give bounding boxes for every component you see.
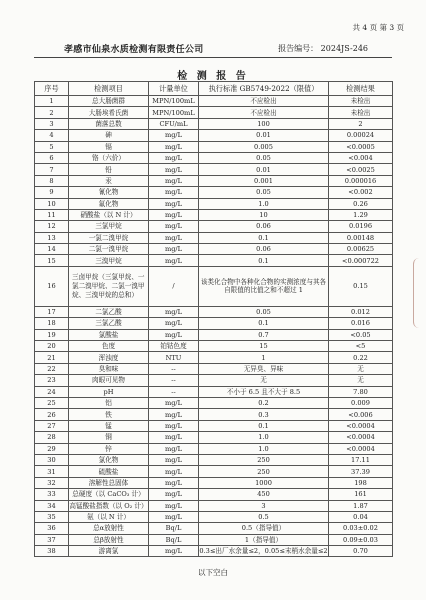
cell-unit: mg/L (149, 432, 199, 443)
cell-result: 0.016 (329, 318, 393, 329)
cell-item: 铝 (69, 397, 149, 408)
cell-result: 0.009 (329, 397, 393, 408)
table-row (35, 130, 393, 141)
cell-item: 臭和味 (69, 363, 149, 374)
cell-result: 0.012 (329, 306, 393, 317)
cell-index: 36 (35, 523, 69, 534)
cell-index: 37 (35, 534, 69, 545)
table-header-row (35, 82, 393, 96)
table-row (35, 221, 393, 232)
cell-result: 1.29 (329, 209, 393, 220)
cell-result: 0.00148 (329, 232, 393, 243)
table-row (35, 198, 393, 209)
cell-standard: 该类化合物中各种化合物的实测浓度与其各自限值的比值之和不超过 1 (199, 266, 329, 306)
cell-index: 19 (35, 329, 69, 340)
cell-index: 16 (35, 266, 69, 306)
cell-standard: 0.1 (199, 255, 329, 266)
table-row (35, 523, 393, 534)
cell-standard: 0.05 (199, 152, 329, 163)
company-name: 孝感市仙泉水质检测有限责任公司 (64, 45, 204, 55)
cell-item: 溶解性总固体 (69, 477, 149, 488)
cell-index: 7 (35, 164, 69, 175)
cell-index: 31 (35, 466, 69, 477)
cell-result: <0.0004 (329, 443, 393, 454)
cell-result: 0.15 (329, 266, 393, 306)
table-row (35, 489, 393, 500)
cell-index: 24 (35, 386, 69, 397)
cell-item: 菌落总数 (69, 118, 149, 129)
cell-unit: mg/L (149, 454, 199, 465)
cell-standard: 0.005 (199, 141, 329, 152)
cell-index: 20 (35, 341, 69, 352)
table-row (35, 152, 393, 163)
cell-result: <0.002 (329, 187, 393, 198)
cell-result: 0.22 (329, 352, 393, 363)
cell-standard: 1000 (199, 477, 329, 488)
cell-result: <5 (329, 341, 393, 352)
cell-unit: mg/L (149, 244, 199, 255)
cell-unit: -- (149, 363, 199, 374)
cell-standard: 0.5 (199, 511, 329, 522)
table-row (35, 306, 393, 317)
cell-standard: 250 (199, 466, 329, 477)
cell-item: 高锰酸盐指数（以 O₂ 计） (69, 501, 148, 510)
cell-index: 3 (35, 118, 69, 129)
page-counter: 共 4 页 第 3 页 (352, 23, 404, 32)
cell-standard: 不应检出 (199, 107, 329, 118)
cell-result: 1.87 (329, 500, 393, 511)
cell-item: 氟化物 (69, 198, 149, 209)
cell-unit: mg/L (149, 198, 199, 209)
cell-unit: mg/L (149, 420, 199, 431)
cell-index: 6 (35, 152, 69, 163)
cell-item: 二氯乙酸 (69, 306, 149, 317)
cell-result: 2 (329, 118, 393, 129)
cell-item: 氨（以 N 计） (69, 511, 149, 522)
cell-index: 14 (35, 244, 69, 255)
cell-standard: 1.0 (199, 432, 329, 443)
table-row (35, 432, 393, 443)
cell-unit: -- (149, 386, 199, 397)
cell-unit: mg/L (149, 409, 199, 420)
cell-result: 0.000016 (329, 175, 393, 186)
cell-result: <0.0025 (329, 164, 393, 175)
cell-standard: 1.0 (199, 198, 329, 209)
cell-result: 0.70 (329, 546, 393, 557)
cell-item: 浑浊度 (69, 352, 149, 363)
cell-item: 三氯乙酸 (69, 318, 149, 329)
table-row (35, 500, 393, 511)
table-body (35, 96, 393, 557)
cell-item: 二氯一溴甲烷 (69, 244, 149, 255)
cell-index: 8 (35, 175, 69, 186)
cell-index: 15 (35, 255, 69, 266)
cell-item: 一氯二溴甲烷 (69, 232, 149, 243)
cell-item: 氰化物 (69, 187, 149, 198)
col-header-standard: 执行标准 GB5749-2022（限值） (199, 82, 329, 96)
cell-standard: 1（指导值） (199, 534, 329, 545)
cell-standard: 不小于 6.5 且不大于 8.5 (199, 386, 329, 397)
cell-result: <0.000722 (329, 255, 393, 266)
cell-index: 34 (35, 500, 69, 511)
cell-index: 32 (35, 477, 69, 488)
cell-index: 2 (35, 107, 69, 118)
cell-item: 铁 (69, 409, 149, 420)
cell-unit: NTU (149, 352, 199, 363)
cell-index: 21 (35, 352, 69, 363)
cell-item: 总硬度（以 CaCO₃ 计） (69, 489, 149, 500)
cell-index: 4 (35, 130, 69, 141)
cell-standard: 0.01 (199, 130, 329, 141)
table-row (35, 534, 393, 545)
table-row (35, 443, 393, 454)
cell-unit: mg/L (149, 221, 199, 232)
cell-item: 硫酸盐 (69, 466, 149, 477)
cell-item: 汞 (69, 175, 149, 186)
cell-index: 10 (35, 198, 69, 209)
cell-standard: 0.1 (199, 232, 329, 243)
footer-note: 以下空白 (198, 568, 228, 577)
cell-unit: mg/L (149, 209, 199, 220)
cell-item: pH (69, 386, 149, 397)
cell-standard: 0.3 (199, 409, 329, 420)
cell-index: 9 (35, 187, 69, 198)
cell-standard: 无 (199, 375, 329, 386)
table-row (35, 386, 393, 397)
cell-result: <0.0004 (329, 420, 393, 431)
cell-index: 5 (35, 141, 69, 152)
cell-result: <0.004 (329, 152, 393, 163)
cell-result: 0.09±0.03 (329, 534, 393, 545)
col-header-unit: 计量单位 (149, 82, 199, 96)
cell-result: 7.80 (329, 386, 393, 397)
cell-result: 17.11 (329, 454, 393, 465)
cell-index: 23 (35, 375, 69, 386)
cell-unit: mg/L (149, 318, 199, 329)
cell-standard: 1.0 (199, 443, 329, 454)
table-row (35, 511, 393, 522)
cell-item: 肉眼可见物 (69, 375, 149, 386)
table-row (35, 318, 393, 329)
cell-unit: -- (149, 375, 199, 386)
cell-unit: mg/L (149, 255, 199, 266)
cell-unit: 铂钴色度 (149, 341, 199, 352)
cell-index: 11 (35, 209, 69, 220)
cell-standard: 不应检出 (199, 96, 329, 107)
table-row (35, 454, 393, 465)
table-row (35, 118, 393, 129)
test-results-table (34, 81, 393, 557)
table-row (35, 466, 393, 477)
table-row (35, 341, 393, 352)
cell-standard: 0.2 (199, 397, 329, 408)
cell-unit: MPN/100mL (149, 107, 199, 118)
cell-standard: 100 (199, 118, 329, 129)
cell-result: 0.26 (329, 198, 393, 209)
cell-item: 氯酸盐 (69, 329, 149, 340)
cell-index: 25 (35, 397, 69, 408)
report-number: 报告编号： 2024JS-246 (278, 44, 368, 53)
cell-result: 198 (329, 477, 393, 488)
table-row (35, 187, 393, 198)
table-row (35, 266, 393, 306)
cell-unit: mg/L (149, 141, 199, 152)
cell-index: 18 (35, 318, 69, 329)
cell-unit: mg/L (149, 175, 199, 186)
cell-standard: 0.1 (199, 318, 329, 329)
cell-unit: mg/L (149, 306, 199, 317)
cell-standard: 1 (199, 352, 329, 363)
table-row (35, 232, 393, 243)
col-header-result: 检测结果 (329, 82, 393, 96)
cell-unit: Bq/L (149, 534, 199, 545)
cell-standard: 15 (199, 341, 329, 352)
cell-standard: 3 (199, 500, 329, 511)
cell-unit: mg/L (149, 477, 199, 488)
cell-index: 22 (35, 363, 69, 374)
cell-result: 0.0196 (329, 221, 393, 232)
cell-item: 镉 (69, 141, 149, 152)
table-row (35, 546, 393, 557)
table-row (35, 107, 393, 118)
cell-standard: 无异臭、异味 (199, 363, 329, 374)
cell-result: 无 (329, 375, 393, 386)
cell-unit: mg/L (149, 232, 199, 243)
cell-result: <0.0004 (329, 432, 393, 443)
table-row (35, 209, 393, 220)
cell-unit: / (149, 266, 199, 306)
table-row (35, 164, 393, 175)
table-row (35, 96, 393, 107)
cell-standard: 0.001 (199, 175, 329, 186)
cell-unit: mg/L (149, 500, 199, 511)
cell-index: 29 (35, 443, 69, 454)
col-header-item: 检测项目 (69, 82, 149, 96)
cell-unit: mg/L (149, 187, 199, 198)
cell-index: 35 (35, 511, 69, 522)
cell-result: 未检出 (329, 96, 393, 107)
cell-index: 30 (35, 454, 69, 465)
table-row (35, 409, 393, 420)
cell-standard: 0.06 (199, 244, 329, 255)
cell-item: 铜 (69, 432, 149, 443)
cell-unit: mg/L (149, 152, 199, 163)
cell-standard: 10 (199, 209, 329, 220)
report-title: 检 测 报 告 (177, 71, 249, 82)
cell-result: 37.39 (329, 466, 393, 477)
header-rule (34, 57, 392, 58)
cell-item: 硝酸盐（以 N 计） (69, 209, 149, 220)
cell-result: 无 (329, 363, 393, 374)
col-header-index: 序号 (35, 82, 69, 96)
cell-index: 17 (35, 306, 69, 317)
table-row (35, 375, 393, 386)
cell-item: 铅 (69, 164, 149, 175)
cell-standard: 0.06 (199, 221, 329, 232)
cell-unit: mg/L (149, 546, 199, 557)
cell-item: 锌 (69, 443, 149, 454)
cell-result: <0.006 (329, 409, 393, 420)
cell-index: 12 (35, 221, 69, 232)
cell-unit: mg/L (149, 489, 199, 500)
table-row (35, 477, 393, 488)
cell-unit: MPN/100mL (149, 96, 199, 107)
table-row (35, 420, 393, 431)
cell-standard: 0.7 (199, 329, 329, 340)
cell-item: 氯化物 (69, 454, 149, 465)
cell-item: 三氯甲烷 (69, 221, 149, 232)
cell-index: 33 (35, 489, 69, 500)
cell-unit: mg/L (149, 130, 199, 141)
table-row (35, 363, 393, 374)
table-row (35, 397, 393, 408)
cell-item: 游离氯 (69, 546, 149, 557)
cell-standard: 450 (199, 489, 329, 500)
cell-unit: mg/L (149, 466, 199, 477)
cell-standard: 0.1 (199, 420, 329, 431)
cell-standard: 0.01 (199, 164, 329, 175)
cell-item: 铬（六价） (69, 152, 149, 163)
cell-result: <0.05 (329, 329, 393, 340)
cell-result: 0.04 (329, 511, 393, 522)
cell-result: 未检出 (329, 107, 393, 118)
cell-unit: mg/L (149, 443, 199, 454)
cell-unit: CFU/mL (149, 118, 199, 129)
table-row (35, 255, 393, 266)
seal-stamp (413, 258, 426, 328)
cell-index: 26 (35, 409, 69, 420)
cell-item: 大肠埃希氏菌 (69, 107, 149, 118)
cell-index: 27 (35, 420, 69, 431)
cell-unit: mg/L (149, 164, 199, 175)
cell-index: 1 (35, 96, 69, 107)
cell-standard: 0.3≤出厂水余量≤2，0.05≤末梢水余量≤2 (199, 547, 328, 556)
cell-standard: 0.5（指导值） (199, 523, 329, 534)
cell-index: 13 (35, 232, 69, 243)
cell-result: <0.0005 (329, 141, 393, 152)
cell-result: 161 (329, 489, 393, 500)
cell-item: 砷 (69, 130, 149, 141)
cell-result: 0.00024 (329, 130, 393, 141)
cell-result: 0.00625 (329, 244, 393, 255)
cell-item: 总大肠菌群 (69, 96, 149, 107)
cell-item: 色度 (69, 341, 149, 352)
table-row (35, 329, 393, 340)
cell-item: 三卤甲烷（三氯甲烷、一氯二溴甲烷、二氯一溴甲烷、三溴甲烷的总和） (69, 266, 149, 306)
cell-unit: Bq/L (149, 523, 199, 534)
table-row (35, 244, 393, 255)
cell-item: 总β放射性 (69, 534, 149, 545)
cell-unit: mg/L (149, 397, 199, 408)
cell-result: 0.03±0.02 (329, 523, 393, 534)
table-row (35, 352, 393, 363)
cell-item: 锰 (69, 420, 149, 431)
cell-unit: mg/L (149, 511, 199, 522)
table-row (35, 141, 393, 152)
cell-standard: 250 (199, 454, 329, 465)
cell-standard: 0.05 (199, 187, 329, 198)
cell-index: 28 (35, 432, 69, 443)
cell-unit: mg/L (149, 329, 199, 340)
cell-item: 总α放射性 (69, 523, 149, 534)
cell-index: 38 (35, 546, 69, 557)
cell-standard: 0.05 (199, 306, 329, 317)
table-row (35, 175, 393, 186)
cell-item: 三溴甲烷 (69, 255, 149, 266)
